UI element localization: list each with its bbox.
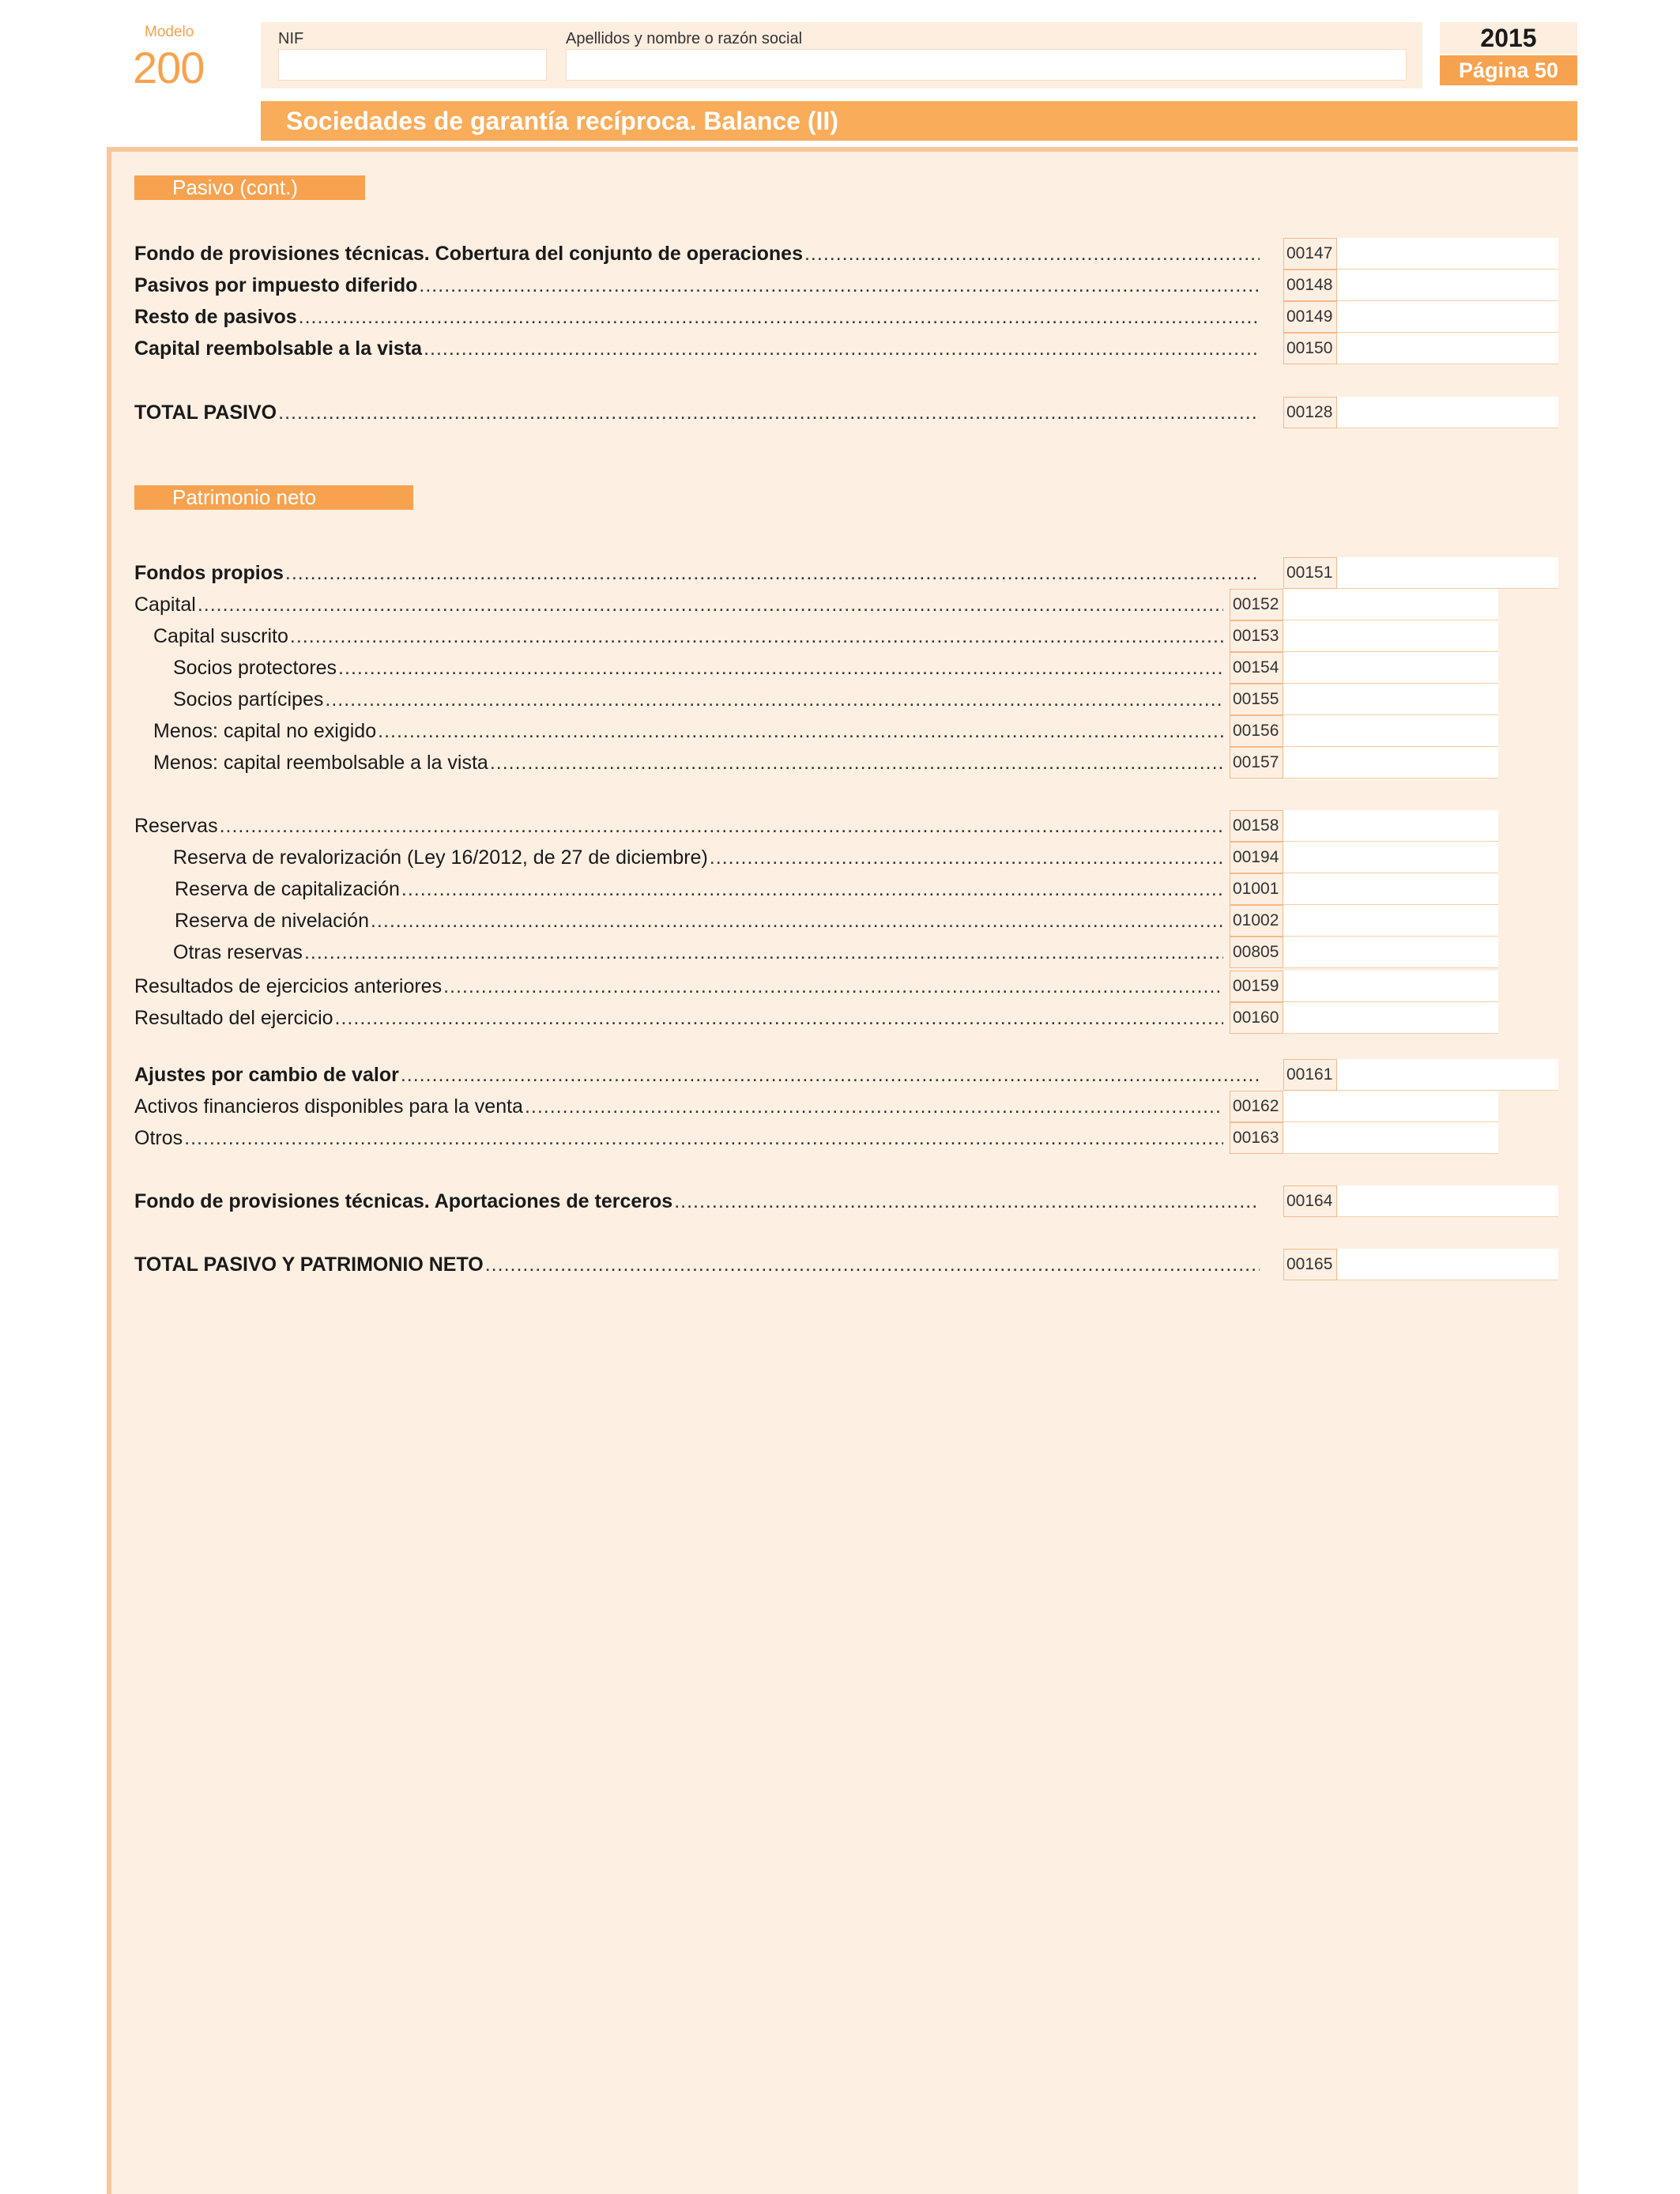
- row-label: Resto de pasivos: [134, 305, 297, 328]
- row-code: 00156: [1230, 715, 1283, 747]
- row-value-input[interactable]: [1283, 652, 1498, 684]
- form-row: [134, 238, 1260, 270]
- row-code: 00155: [1230, 684, 1283, 715]
- row-code: 00161: [1283, 1059, 1337, 1091]
- form-row: [134, 971, 1223, 1002]
- form-row: [175, 905, 1223, 937]
- page-badge: Página 50: [1440, 55, 1577, 85]
- row-code: 00158: [1230, 810, 1283, 842]
- row-value-input[interactable]: [1337, 238, 1558, 270]
- form-row: [153, 715, 1223, 747]
- row-label: Reserva de revalorización (Ley 16/2012, de 27 de diciembre): [173, 846, 708, 869]
- page-title: Sociedades de garantía recíproca. Balance (II): [261, 101, 1577, 141]
- row-value-input[interactable]: [1283, 810, 1498, 842]
- row-label: Activos financieros disponibles para la venta: [134, 1095, 523, 1118]
- row-code: 00164: [1283, 1186, 1337, 1217]
- row-label: Ajustes por cambio de valor: [134, 1063, 399, 1086]
- row-value-input[interactable]: [1337, 1249, 1558, 1280]
- form-row: [134, 1059, 1260, 1091]
- row-value-input[interactable]: [1283, 842, 1498, 873]
- row-code: 01002: [1230, 905, 1283, 937]
- row-value-input[interactable]: [1337, 1186, 1558, 1217]
- row-code: 00147: [1283, 238, 1337, 270]
- row-label: Capital reembolsable a la vista: [134, 337, 423, 360]
- modelo-number: 200: [133, 43, 205, 92]
- row-value-input[interactable]: [1337, 397, 1558, 428]
- row-value-input[interactable]: [1337, 557, 1558, 589]
- row-code: 00165: [1283, 1249, 1337, 1280]
- form-row: [153, 620, 1223, 652]
- form-row: [134, 1091, 1223, 1122]
- row-value-input[interactable]: [1283, 684, 1498, 715]
- row-value-input[interactable]: [1337, 270, 1558, 301]
- form-row: [134, 1249, 1260, 1280]
- row-code: 00151: [1283, 557, 1337, 589]
- form-row: [173, 652, 1223, 684]
- row-label: Capital: [134, 593, 196, 616]
- row-label: Resultado del ejercicio: [134, 1006, 333, 1029]
- row-code: 00194: [1230, 842, 1283, 873]
- nif-label: NIF: [278, 30, 304, 47]
- form-row: [134, 1186, 1260, 1217]
- row-label: Fondo de provisiones técnicas. Aportaciones de terceros: [134, 1189, 673, 1212]
- row-code: 00805: [1230, 937, 1283, 968]
- row-code: 01001: [1230, 873, 1283, 905]
- section-patrimonio: Patrimonio neto: [134, 485, 413, 510]
- form-row: [134, 333, 1260, 364]
- row-label: Fondo de provisiones técnicas. Cobertura del conjunto de operaciones: [134, 242, 803, 265]
- row-value-input[interactable]: [1283, 937, 1498, 968]
- row-code: 00128: [1283, 397, 1337, 428]
- row-code: 00152: [1230, 589, 1283, 620]
- row-value-input[interactable]: [1283, 620, 1498, 652]
- form-row: [175, 873, 1223, 905]
- section-pasivo: Pasivo (cont.): [134, 175, 365, 200]
- row-code: 00157: [1230, 747, 1283, 778]
- row-label: Resultados de ejercicios anteriores: [134, 974, 443, 997]
- form-row: [173, 937, 1223, 968]
- form-row: [134, 589, 1223, 620]
- row-label: Menos: capital no exigido: [153, 719, 377, 742]
- row-code: 00160: [1230, 1002, 1283, 1034]
- row-value-input[interactable]: [1283, 747, 1498, 778]
- form-row: [153, 747, 1223, 778]
- row-label: Capital suscrito: [153, 624, 288, 647]
- row-label: Reserva de capitalización: [175, 877, 400, 900]
- row-value-input[interactable]: [1283, 1002, 1498, 1034]
- row-value-input[interactable]: [1283, 873, 1498, 905]
- row-label: Otras reservas: [173, 941, 303, 963]
- row-value-input[interactable]: [1283, 905, 1498, 937]
- row-label: Reserva de nivelación: [175, 909, 369, 932]
- form-row: [134, 810, 1223, 842]
- name-input[interactable]: [566, 49, 1407, 81]
- row-code: 00154: [1230, 652, 1283, 684]
- year-badge: 2015: [1440, 22, 1577, 54]
- row-code: 00162: [1230, 1091, 1283, 1122]
- row-label: TOTAL PASIVO: [134, 401, 277, 424]
- row-value-input[interactable]: [1283, 1122, 1498, 1154]
- nif-input[interactable]: [278, 49, 547, 81]
- row-code: 00159: [1230, 971, 1283, 1002]
- row-value-input[interactable]: [1283, 589, 1498, 620]
- row-code: 00148: [1283, 270, 1337, 301]
- form-row: [134, 1002, 1223, 1034]
- row-code: 00150: [1283, 333, 1337, 364]
- row-value-input[interactable]: [1337, 301, 1558, 333]
- form-row: [134, 397, 1260, 428]
- name-label: Apellidos y nombre o razón social: [566, 30, 803, 47]
- row-code: 00149: [1283, 301, 1337, 333]
- form-row: [134, 301, 1260, 333]
- form-panel: [107, 147, 1578, 2194]
- modelo-label: Modelo: [145, 24, 194, 40]
- form-row: [173, 684, 1223, 715]
- form-row: [173, 842, 1223, 873]
- row-code: 00163: [1230, 1122, 1283, 1154]
- row-value-input[interactable]: [1283, 715, 1498, 747]
- row-code: 00153: [1230, 620, 1283, 652]
- row-label: Pasivos por impuesto diferido: [134, 273, 418, 296]
- form-row: [134, 1122, 1223, 1154]
- row-value-input[interactable]: [1283, 971, 1498, 1002]
- form-row: [134, 270, 1260, 301]
- form-row: [134, 557, 1260, 589]
- row-label: Fondos propios: [134, 561, 284, 584]
- row-label: Reservas: [134, 814, 218, 837]
- row-value-input[interactable]: [1283, 1091, 1498, 1122]
- row-label: Menos: capital reembolsable a la vista: [153, 751, 488, 774]
- row-value-input[interactable]: [1337, 333, 1558, 364]
- row-label: Socios protectores: [173, 656, 337, 679]
- row-value-input[interactable]: [1337, 1059, 1558, 1091]
- row-label: Otros: [134, 1126, 183, 1149]
- row-label: TOTAL PASIVO Y PATRIMONIO NETO: [134, 1253, 484, 1276]
- row-label: Socios partícipes: [173, 688, 324, 711]
